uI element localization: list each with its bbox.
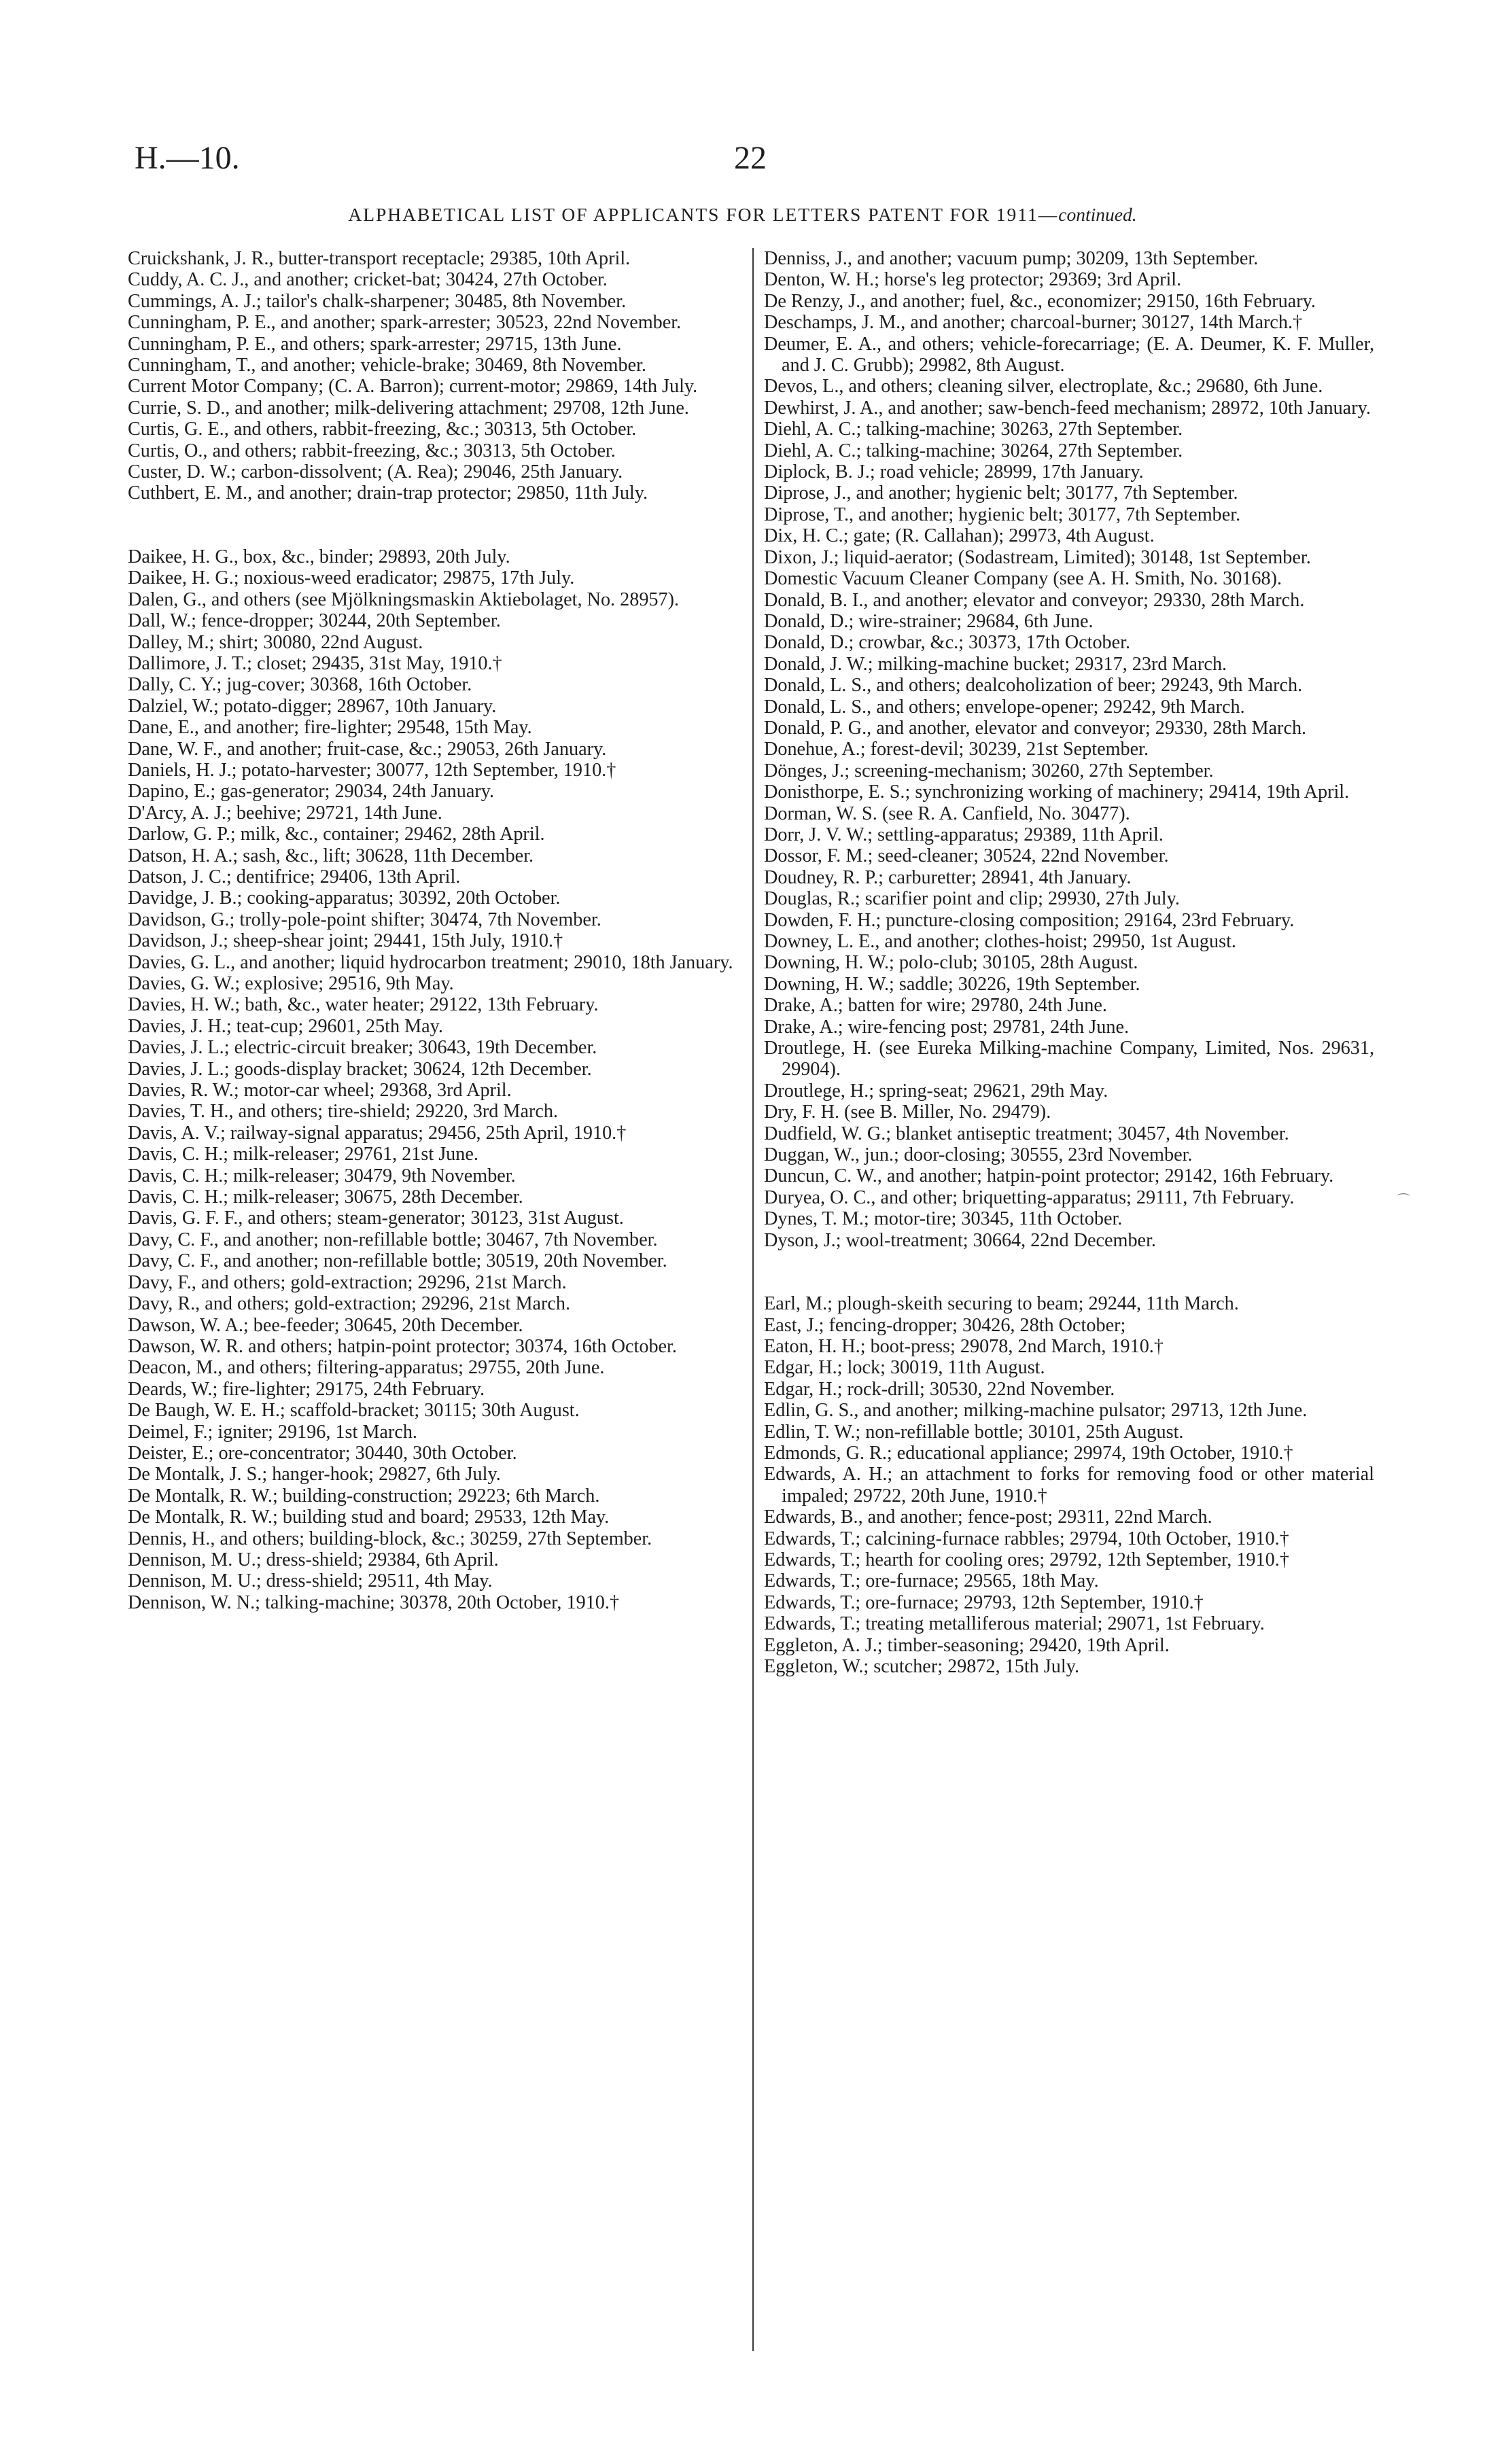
document-code: H.—10. bbox=[135, 140, 240, 176]
applicant-entry: Devos, L., and others; cleaning silver, electroplate, &c.; 29680, 6th June. bbox=[764, 376, 1323, 398]
applicant-entry: Dally, C. Y.; jug-cover; 30368, 16th October. bbox=[128, 674, 472, 696]
applicant-entry: Eaton, H. H.; boot-press; 29078, 2nd March, 1910.† bbox=[764, 1335, 1164, 1357]
applicant-entry: Dennison, W. N.; talking-machine; 30378, 20th October, 1910.† bbox=[128, 1591, 620, 1613]
applicant-entry: Diprose, J., and another; hygienic belt; 30177, 7th September. bbox=[764, 482, 1238, 504]
applicant-entry: Davis, C. H.; milk-releaser; 30479, 9th November. bbox=[128, 1165, 516, 1186]
applicant-entry: Duryea, O. C., and other; briquetting-apparatus; 29111, 7th February. bbox=[764, 1186, 1295, 1208]
applicant-entry: Donehue, A.; forest-devil; 30239, 21st September. bbox=[764, 739, 1149, 760]
applicant-entry: Duncun, C. W., and another; hatpin-point protector; 29142, 16th February. bbox=[764, 1165, 1334, 1187]
applicant-entry: Donald, J. W.; milking-machine bucket; 29317, 23rd March. bbox=[764, 653, 1227, 675]
applicant-entry: Edwards, T.; ore-furnace; 29565, 18th May. bbox=[764, 1570, 1099, 1592]
applicant-entry: Daikee, H. G., box, &c., binder; 29893, 20th July. bbox=[128, 546, 510, 567]
applicant-entry: Davies, G. W.; explosive; 29516, 9th May. bbox=[128, 973, 454, 994]
applicant-entry: Davies, T. H., and others; tire-shield; 29220, 3rd March. bbox=[128, 1101, 559, 1123]
applicant-entry: Diprose, T., and another; hygienic belt; 30177, 7th September. bbox=[764, 504, 1241, 525]
applicant-entry: Donald, D.; wire-strainer; 29684, 6th June. bbox=[764, 610, 1094, 632]
right-column bbox=[764, 248, 1374, 1677]
applicant-entry: Duggan, W., jun.; door-closing; 30555, 23rd November. bbox=[764, 1144, 1193, 1166]
applicant-entry: Dane, W. F., and another; fruit-case, &c.; 29053, 26th January. bbox=[128, 738, 607, 760]
applicant-entry: Davies, H. W.; bath, &c., water heater; 29122, 13th February. bbox=[128, 994, 599, 1016]
applicant-entry: Dossor, F. M.; seed-cleaner; 30524, 22nd November. bbox=[764, 845, 1169, 867]
applicant-entry: Dorman, W. S. (see R. A. Canfield, No. 30477). bbox=[764, 803, 1130, 824]
applicant-entry: Datson, J. C.; dentifrice; 29406, 13th April. bbox=[128, 866, 461, 887]
applicant-entry: Dallimore, J. T.; closet; 29435, 31st May, 1910.† bbox=[128, 652, 502, 674]
applicant-entry: Eggleton, W.; scutcher; 29872, 15th July. bbox=[764, 1656, 1080, 1677]
list-title-continued: continued. bbox=[1058, 204, 1137, 225]
applicant-entry: Deacon, M., and others; filtering-apparatus; 29755, 20th June. bbox=[128, 1357, 605, 1379]
applicant-entry: Dennison, M. U.; dress-shield; 29511, 4th May. bbox=[128, 1570, 493, 1592]
applicant-entry: Earl, M.; plough-skeith securing to beam; 29244, 11th March. bbox=[764, 1293, 1239, 1315]
applicant-entry: Donald, D.; crowbar, &c.; 30373, 17th October. bbox=[764, 632, 1131, 654]
applicant-entry: Davies, J. L.; goods-display bracket; 30624, 12th December. bbox=[128, 1058, 592, 1080]
applicant-entry: De Baugh, W. E. H.; scaffold-bracket; 30115; 30th August. bbox=[128, 1400, 580, 1422]
applicant-entry: Dalen, G., and others (see Mjölkningsmaskin Aktiebolaget, No. 28957). bbox=[128, 588, 680, 610]
applicant-entry: Daniels, H. J.; potato-harvester; 30077, 12th September, 1910.† bbox=[128, 759, 616, 781]
applicant-entry: Davidson, J.; sheep-shear joint; 29441, 15th July, 1910.† bbox=[128, 930, 563, 952]
list-title bbox=[0, 204, 1485, 226]
applicant-entry: Dalziel, W.; potato-digger; 28967, 10th January. bbox=[128, 695, 497, 717]
list-title-text: ALPHABETICAL LIST OF APPLICANTS FOR LETTERS PATENT FOR 1911— bbox=[348, 204, 1059, 225]
applicant-entry: Cuddy, A. C. J., and another; cricket-bat; 30424, 27th October. bbox=[128, 269, 608, 291]
applicant-entry: Edwards, B., and another; fence-post; 29311, 22nd March. bbox=[764, 1507, 1212, 1528]
applicant-entry: Cummings, A. J.; tailor's chalk-sharpener; 30485, 8th November. bbox=[128, 290, 627, 312]
applicant-entry: Cunningham, T., and another; vehicle-brake; 30469, 8th November. bbox=[128, 355, 646, 376]
applicant-entry: Dawson, W. A.; bee-feeder; 30645, 20th December. bbox=[128, 1314, 523, 1336]
applicant-entry: Deumer, E. A., and others; vehicle-forecarriage; (E. A. Deumer, K. F. Muller, and J. C. Grubb); 29982, 8th August. bbox=[764, 333, 1374, 376]
applicant-entry: Dall, W.; fence-dropper; 30244, 20th September. bbox=[128, 610, 501, 632]
applicant-entry: Dynes, T. M.; motor-tire; 30345, 11th October. bbox=[764, 1208, 1123, 1230]
applicant-entry: Davidge, J. B.; cooking-apparatus; 30392, 20th October. bbox=[128, 887, 561, 909]
applicant-entry: Davis, A. V.; railway-signal apparatus; 29456, 25th April, 1910.† bbox=[128, 1122, 627, 1144]
applicant-entry: Eggleton, A. J.; timber-seasoning; 29420, 19th April. bbox=[764, 1634, 1170, 1656]
applicant-entry: Dennison, M. U.; dress-shield; 29384, 6th April. bbox=[128, 1549, 499, 1570]
applicant-entry: Droutlege, H.; spring-seat; 29621, 29th May. bbox=[764, 1080, 1108, 1102]
applicant-entry: Davies, J. L.; electric-circuit breaker; 30643, 19th December. bbox=[128, 1037, 597, 1059]
applicant-entry: Davy, F., and others; gold-extraction; 29296, 21st March. bbox=[128, 1271, 567, 1293]
entry-group-d-continued bbox=[764, 248, 1374, 1251]
applicant-entry: Davies, R. W.; motor-car wheel; 29368, 3rd April. bbox=[128, 1080, 512, 1102]
applicant-entry: D'Arcy, A. J.; beehive; 29721, 14th June. bbox=[128, 802, 442, 824]
applicant-entry: Dudfield, W. G.; blanket antiseptic treatment; 30457, 4th November. bbox=[764, 1123, 1289, 1144]
applicant-entry: Cruickshank, J. R., butter-transport receptacle; 29385, 10th April. bbox=[128, 248, 631, 269]
applicant-entry: Denton, W. H.; horse's leg protector; 29369; 3rd April. bbox=[764, 269, 1182, 291]
applicant-entry: Diehl, A. C.; talking-machine; 30263, 27th September. bbox=[764, 419, 1183, 440]
section-gap bbox=[764, 1251, 1374, 1293]
column-divider bbox=[752, 248, 754, 2351]
applicant-entry: Dönges, J.; screening-mechanism; 30260, 27th September. bbox=[764, 760, 1214, 781]
applicant-entry: De Montalk, R. W.; building stud and board; 29533, 12th May. bbox=[128, 1507, 610, 1528]
applicant-entry: Datson, H. A.; sash, &c., lift; 30628, 11th December. bbox=[128, 845, 534, 866]
applicant-entry: Doudney, R. P.; carburetter; 28941, 4th January. bbox=[764, 866, 1132, 888]
applicant-entry: Davy, R., and others; gold-extraction; 29296, 21st March. bbox=[128, 1293, 571, 1315]
applicant-entry: Cunningham, P. E., and another; spark-arrester; 30523, 22nd November. bbox=[128, 312, 682, 334]
applicant-entry: Cunningham, P. E., and others; spark-arrester; 29715, 13th June. bbox=[128, 333, 622, 355]
applicant-entry: Deimel, F.; igniter; 29196, 1st March. bbox=[128, 1421, 417, 1443]
applicant-entry: Curtis, G. E., and others, rabbit-freezing, &c.; 30313, 5th October. bbox=[128, 419, 637, 440]
section-gap bbox=[128, 504, 738, 546]
applicant-entry: Deards, W.; fire-lighter; 29175, 24th February. bbox=[128, 1378, 485, 1400]
applicant-entry: Currie, S. D., and another; milk-delivering attachment; 29708, 12th June. bbox=[128, 397, 689, 419]
applicant-entry: Dennis, H., and others; building-block, &c.; 30259, 27th September. bbox=[128, 1528, 652, 1549]
applicant-entry: Donald, L. S., and others; envelope-opener; 29242, 9th March. bbox=[764, 696, 1245, 718]
applicant-entry: Denniss, J., and another; vacuum pump; 30209, 13th September. bbox=[764, 248, 1259, 269]
applicant-entry: De Montalk, J. S.; hanger-hook; 29827, 6th July. bbox=[128, 1464, 501, 1485]
applicant-entry: Davies, J. H.; teat-cup; 29601, 25th May. bbox=[128, 1015, 443, 1037]
applicant-entry: Donisthorpe, E. S.; synchronizing working of machinery; 29414, 19th April. bbox=[764, 781, 1350, 803]
applicant-entry: Curtis, O., and others; rabbit-freezing, &c.; 30313, 5th October. bbox=[128, 440, 616, 461]
entry-group-c bbox=[128, 248, 738, 504]
applicant-entry: Current Motor Company; (C. A. Barron); current-motor; 29869, 14th July. bbox=[128, 376, 698, 398]
applicant-entry: Cuthbert, E. M., and another; drain-trap protector; 29850, 11th July. bbox=[128, 482, 648, 504]
applicant-entry: Davy, C. F., and another; non-refillable bottle; 30519, 20th November. bbox=[128, 1250, 667, 1272]
applicant-entry: Dawson, W. R. and others; hatpin-point protector; 30374, 16th October. bbox=[128, 1335, 677, 1357]
applicant-entry: Edwards, T.; ore-furnace; 29793, 12th September, 1910.† bbox=[764, 1591, 1204, 1613]
applicant-entry: Dalley, M.; shirt; 30080, 22nd August. bbox=[128, 631, 423, 653]
applicant-entry: Edmonds, G. R.; educational appliance; 29974, 19th October, 1910.† bbox=[764, 1442, 1293, 1464]
applicant-entry: De Renzy, J., and another; fuel, &c., economizer; 29150, 16th February. bbox=[764, 290, 1316, 312]
applicant-entry: East, J.; fencing-dropper; 30426, 28th October; bbox=[764, 1314, 1126, 1336]
applicant-entry: Davidson, G.; trolly-pole-point shifter; 30474, 7th November. bbox=[128, 909, 601, 930]
applicant-entry: Edgar, H.; rock-drill; 30530, 22nd November. bbox=[764, 1378, 1115, 1400]
applicant-entry: Domestic Vacuum Cleaner Company (see A. H. Smith, No. 30168). bbox=[764, 568, 1282, 590]
applicant-entry: Droutlege, H. (see Eureka Milking-machine Company, Limited, Nos. 29631, 29904). bbox=[764, 1038, 1374, 1080]
applicant-entry: Donald, L. S., and others; dealcoholization of beer; 29243, 9th March. bbox=[764, 675, 1303, 697]
applicant-entry: Edwards, A. H.; an attachment to forks for removing food or other material impaled; 29722, 20th June, 1910.† bbox=[764, 1464, 1374, 1507]
applicant-entry: Davy, C. F., and another; non-refillable bottle; 30467, 7th November. bbox=[128, 1229, 658, 1250]
applicant-entry: Edgar, H.; lock; 30019, 11th August. bbox=[764, 1357, 1045, 1379]
applicant-entry: Douglas, R.; scarifier point and clip; 29930, 27th July. bbox=[764, 888, 1180, 910]
applicant-entry: Dorr, J. V. W.; settling-apparatus; 29389, 11th April. bbox=[764, 824, 1164, 845]
applicant-entry: Darlow, G. P.; milk, &c., container; 29462, 28th April. bbox=[128, 824, 545, 845]
applicant-entry: Custer, D. W.; carbon-dissolvent; (A. Rea); 29046, 25th January. bbox=[128, 461, 623, 483]
applicant-entry: De Montalk, R. W.; building-construction; 29223; 6th March. bbox=[128, 1485, 600, 1507]
applicant-entry: Deschamps, J. M., and another; charcoal-burner; 30127, 14th March.† bbox=[764, 312, 1303, 334]
applicant-entry: Donald, P. G., and another, elevator and conveyor; 29330, 28th March. bbox=[764, 717, 1307, 739]
applicant-entry: Daikee, H. G.; noxious-weed eradicator; 29875, 17th July. bbox=[128, 567, 575, 589]
applicant-entry: Dry, F. H. (see B. Miller, No. 29479). bbox=[764, 1102, 1051, 1123]
applicant-entry: Edlin, G. S., and another; milking-machine pulsator; 29713, 12th June. bbox=[764, 1400, 1308, 1422]
applicant-entry: Downey, L. E., and another; clothes-hoist; 29950, 1st August. bbox=[764, 931, 1236, 952]
page-number: 22 bbox=[734, 140, 767, 176]
applicant-entry: Downing, H. W.; saddle; 30226, 19th September. bbox=[764, 973, 1140, 995]
entry-group-d bbox=[128, 546, 738, 1613]
applicant-entry: Diplock, B. J.; road vehicle; 28999, 17th January. bbox=[764, 461, 1144, 483]
applicant-entry: Donald, B. I., and another; elevator and conveyor; 29330, 28th March. bbox=[764, 589, 1305, 611]
page-header bbox=[135, 139, 1344, 187]
applicant-entry: Davis, C. H.; milk-releaser; 30675, 28th December. bbox=[128, 1186, 523, 1208]
applicant-entry: Dowden, F. H.; puncture-closing composition; 29164, 23rd February. bbox=[764, 909, 1295, 931]
applicant-entry: Drake, A.; wire-fencing post; 29781, 24th June. bbox=[764, 1016, 1130, 1038]
applicant-entry: Dapino, E.; gas-generator; 29034, 24th January. bbox=[128, 781, 495, 803]
entry-group-e bbox=[764, 1293, 1374, 1677]
applicant-entry: Davies, G. L., and another; liquid hydrocarbon treatment; 29010, 18th January. bbox=[128, 951, 733, 973]
applicant-entry: Davis, G. F. F., and others; steam-generator; 30123, 31st August. bbox=[128, 1208, 624, 1229]
applicant-entry: Dix, H. C.; gate; (R. Callahan); 29973, 4th August. bbox=[764, 525, 1155, 547]
left-column bbox=[128, 248, 738, 1613]
applicant-entry: Drake, A.; batten for wire; 29780, 24th June. bbox=[764, 995, 1107, 1017]
applicant-entry: Downing, H. W.; polo-club; 30105, 28th August. bbox=[764, 952, 1138, 974]
applicant-entry: Edwards, T.; calcining-furnace rabbles; 29794, 10th October, 1910.† bbox=[764, 1528, 1289, 1549]
margin-mark: ⌒ bbox=[1397, 1193, 1410, 1208]
applicant-entry: Deister, E.; ore-concentrator; 30440, 30th October. bbox=[128, 1442, 517, 1464]
applicant-entry: Dewhirst, J. A., and another; saw-bench-feed mechanism; 28972, 10th January. bbox=[764, 397, 1371, 419]
applicant-entry: Diehl, A. C.; talking-machine; 30264, 27th September. bbox=[764, 440, 1183, 461]
applicant-entry: Edwards, T.; treating metalliferous material; 29071, 1st February. bbox=[764, 1613, 1265, 1635]
applicant-entry: Edlin, T. W.; non-refillable bottle; 30101, 25th August. bbox=[764, 1421, 1184, 1443]
applicant-entry: Edwards, T.; hearth for cooling ores; 29792, 12th September, 1910.† bbox=[764, 1549, 1289, 1570]
applicant-entry: Dixon, J.; liquid-aerator; (Sodastream, Limited); 30148, 1st September. bbox=[764, 546, 1311, 568]
applicant-entry: Dyson, J.; wool-treatment; 30664, 22nd December. bbox=[764, 1229, 1156, 1251]
applicant-entry: Dane, E., and another; fire-lighter; 29548, 15th May. bbox=[128, 717, 532, 739]
applicant-entry: Davis, C. H.; milk-releaser; 29761, 21st June. bbox=[128, 1144, 478, 1165]
